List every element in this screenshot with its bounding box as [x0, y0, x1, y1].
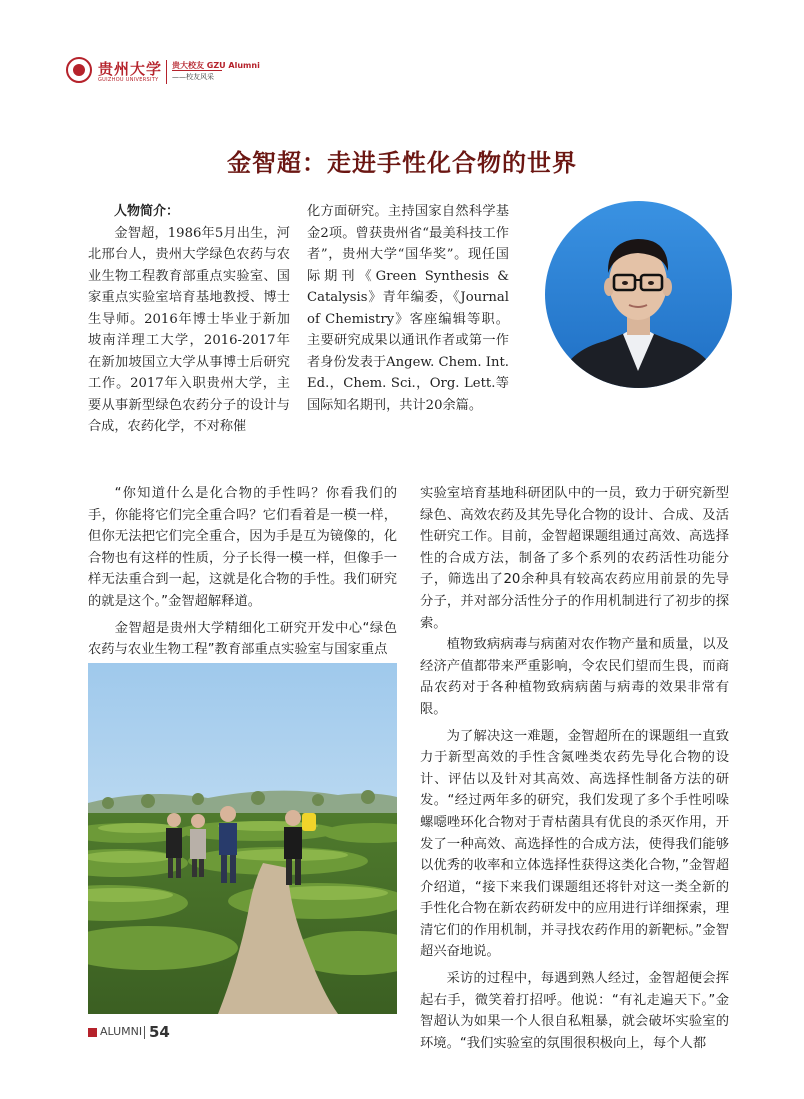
bio-heading: 人物简介： — [114, 204, 180, 219]
masthead — [66, 57, 266, 93]
footer-label: ALUMNI — [100, 1025, 143, 1038]
paragraph: “你知道什么是化合物的手性吗？你看我们的手，你能将它们完全重合吗？它们看着是一模一样，但你无法把它们完全重合，因为手是互为镜像的，化合物也有这样的性质，分子长得一模一样，但像手一样无法重合到一起，这就是化合物的手性。我们研究的就是这个。”金智超解释道。 — [88, 486, 397, 609]
page-number: 54 — [149, 1023, 170, 1041]
bio-column-1 — [88, 201, 290, 438]
bio-column-2 — [307, 201, 509, 416]
article-column-right — [420, 483, 729, 1054]
paragraph: 植物致病病毒与病菌对农作物产量和质量，以及经济产值都带来严重影响，令农民们望而生畏，而商品农药对于各种植物致病病菌与病毒的效果非常有限。 — [420, 637, 729, 717]
bio-text-1: 金智超，1986年5月出生，河北邢台人，贵州大学绿色农药与农业生物工程教育部重点实验室、国家重点实验室培育基地教授、博士生导师。2016年博士毕业于新加坡南洋理工大学，2016-2017年在新加坡国立大学从事博士后研究工作。2017年入职贵州大学，主要从事新型绿色农药分子的设计与合成，农药化学，不对称催 — [88, 225, 290, 434]
university-name: 贵州大学 — [98, 60, 163, 78]
footer-square-icon — [88, 1028, 97, 1037]
portrait-photo — [545, 201, 732, 388]
paragraph: 采访的过程中，每遇到熟人经过，金智超便会挥起右手，微笑着打招呼。他说：“有礼走遍天下。”金智超认为如果一个人很自私粗暴，就会破坏实验室的环境。“我们实验室的氛围很积极向上，每个人都 — [420, 971, 729, 1051]
article-title: 金智超：走进手性化合物的世界 — [227, 149, 577, 177]
paragraph: 为了解决这一难题，金智超所在的课题组一直致力于新型高效的手性含氮唑类农药先导化合物的设计、评估以及针对其高效、高选择性制备方法的研发。“经过两年多的研究，我们发现了多个手性吲哚螺噁唑环化合物对于青枯菌具有优良的杀灭作用，开发了一种高效、高选择性的合成方法，使得我们能够以优秀的收率和立体选择性获得这类化合物，”金智超介绍道，“接下来我们课题组还将针对这一类全新的手性化合物在新农药研发中的应用进行详细探索，理清它们的作用机制，并寻找农药作用的新靶标。”金智超兴奋地说。 — [420, 728, 729, 960]
university-seal-icon — [66, 57, 92, 83]
footer-divider — [144, 1026, 145, 1039]
tea-field-photo — [88, 663, 397, 1014]
header-rule — [172, 70, 222, 71]
article-column-left — [88, 483, 397, 661]
tea-field-illustration — [88, 663, 397, 1014]
paragraph: 金智超是贵州大学精细化工研究开发中心“绿色农药与农业生物工程”教育部重点实验室与国家重点 — [88, 620, 397, 658]
header-divider — [166, 60, 167, 84]
bio-text-2: 化方面研究。主持国家自然科学基金2项。曾获贵州省“最美科技工作者”，贵州大学“国华奖”。现任国际期刊《Green Synthesis & Catalysis》青年编委，《Journal of Chemistry》客座编辑等职。主要研究成果以通讯作者或第一作者身份发表于Angew. Chem. Int. Ed.，Chem. Sci.，Org. Lett.等国际知名期刊，共计20余篇。 — [307, 204, 509, 413]
portrait-illustration — [545, 201, 732, 388]
alumni-label: 贵大校友 GZU Alumni — [172, 61, 260, 70]
paragraph: 实验室培育基地科研团队中的一员，致力于研究新型绿色、高效农药及其先导化合物的设计、合成、及活性研究工作。目前，金智超课题组通过高效、高选择性的合成方法，制备了多个系列的农药活性功能分子，筛选出了20余种具有较高农药应用前景的先导分子，并对部分活性分子的作用机制进行了初步的探索。 — [420, 486, 729, 631]
section-label: ——校友风采 — [172, 73, 214, 81]
university-name-en: GUIZHOU UNIVERSITY — [98, 77, 159, 83]
